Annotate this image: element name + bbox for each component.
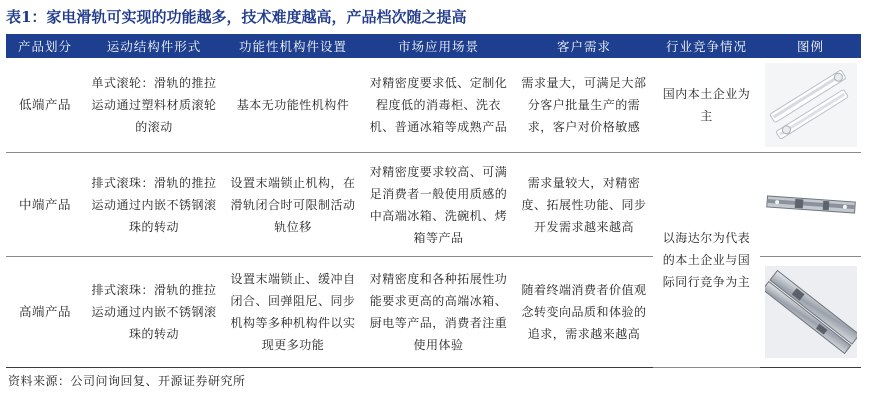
demand-cell: 随着终端消费者价值观念转变向品质和体验的追求，需求越来越高: [515, 257, 653, 368]
header-structure: 运动结构件形式: [84, 34, 224, 58]
white-rail-image: [760, 58, 861, 153]
table-row: [6, 58, 861, 153]
header-function: 功能性机构件设置: [224, 34, 362, 58]
premium-rail-image: [760, 257, 861, 368]
structure-cell: 排式滚珠：滑轨的推拉运动通过内嵌不锈钢滚珠的转动: [84, 153, 224, 257]
table-title: 表1：家电滑轨可实现的功能越多，技术难度越高，产品档次随之提高: [6, 8, 467, 26]
market-cell: 对精密度要求较高、可满足消费者一般使用质感的中高端冰箱、洗碗机、烤箱等产品: [362, 153, 515, 257]
function-cell: 设置末端锁止、缓冲自闭合、回弹阻尼、同步机构等多种机构件以实现更多功能: [224, 257, 362, 368]
demand-cell: 需求量大，可满足大部分客户批量生产的需求，客户对价格敏感: [515, 58, 653, 153]
header-tier: 产品划分: [6, 34, 84, 58]
market-cell: 对精密度要求低、定制化程度低的消毒柜、洗衣机、普通冰箱等成熟产品: [362, 58, 515, 153]
function-cell: 基本无功能性机构件: [224, 58, 362, 153]
product-tier-table: [6, 34, 861, 368]
table-row: [6, 153, 861, 257]
header-demand: 客户需求: [515, 34, 653, 58]
market-cell: 对精密度和各种拓展性功能要求更高的高端冰箱、厨电等产品，消费者注重使用体验: [362, 257, 515, 368]
competition-cell: 国内本土企业为主: [653, 58, 760, 153]
structure-cell: 单式滚轮：滑轨的推拉运动通过塑料材质滚轮的滚动: [84, 58, 224, 153]
function-cell: 设置末端锁止机构，在滑轨闭合时可限制活动轨位移: [224, 153, 362, 257]
tier-cell: 高端产品: [6, 257, 84, 368]
table-header-row: [6, 34, 861, 58]
source-note: 资料来源：公司问询回复、开源证券研究所: [8, 374, 246, 388]
demand-cell: 需求量较大，对精密度、拓展性功能、同步开发需求越来越高: [515, 153, 653, 257]
tier-cell: 低端产品: [6, 58, 84, 153]
competition-cell-shared: 以海达尔为代表的本土企业与国际同行竞争为主: [653, 153, 760, 368]
header-market: 市场应用场景: [362, 34, 515, 58]
steel-rail-image: [760, 153, 861, 257]
structure-cell: 排式滚珠：滑轨的推拉运动通过内嵌不锈钢滚珠的转动: [84, 257, 224, 368]
header-image: 图例: [760, 34, 861, 58]
header-competition: 行业竞争情况: [653, 34, 760, 58]
tier-cell: 中端产品: [6, 153, 84, 257]
